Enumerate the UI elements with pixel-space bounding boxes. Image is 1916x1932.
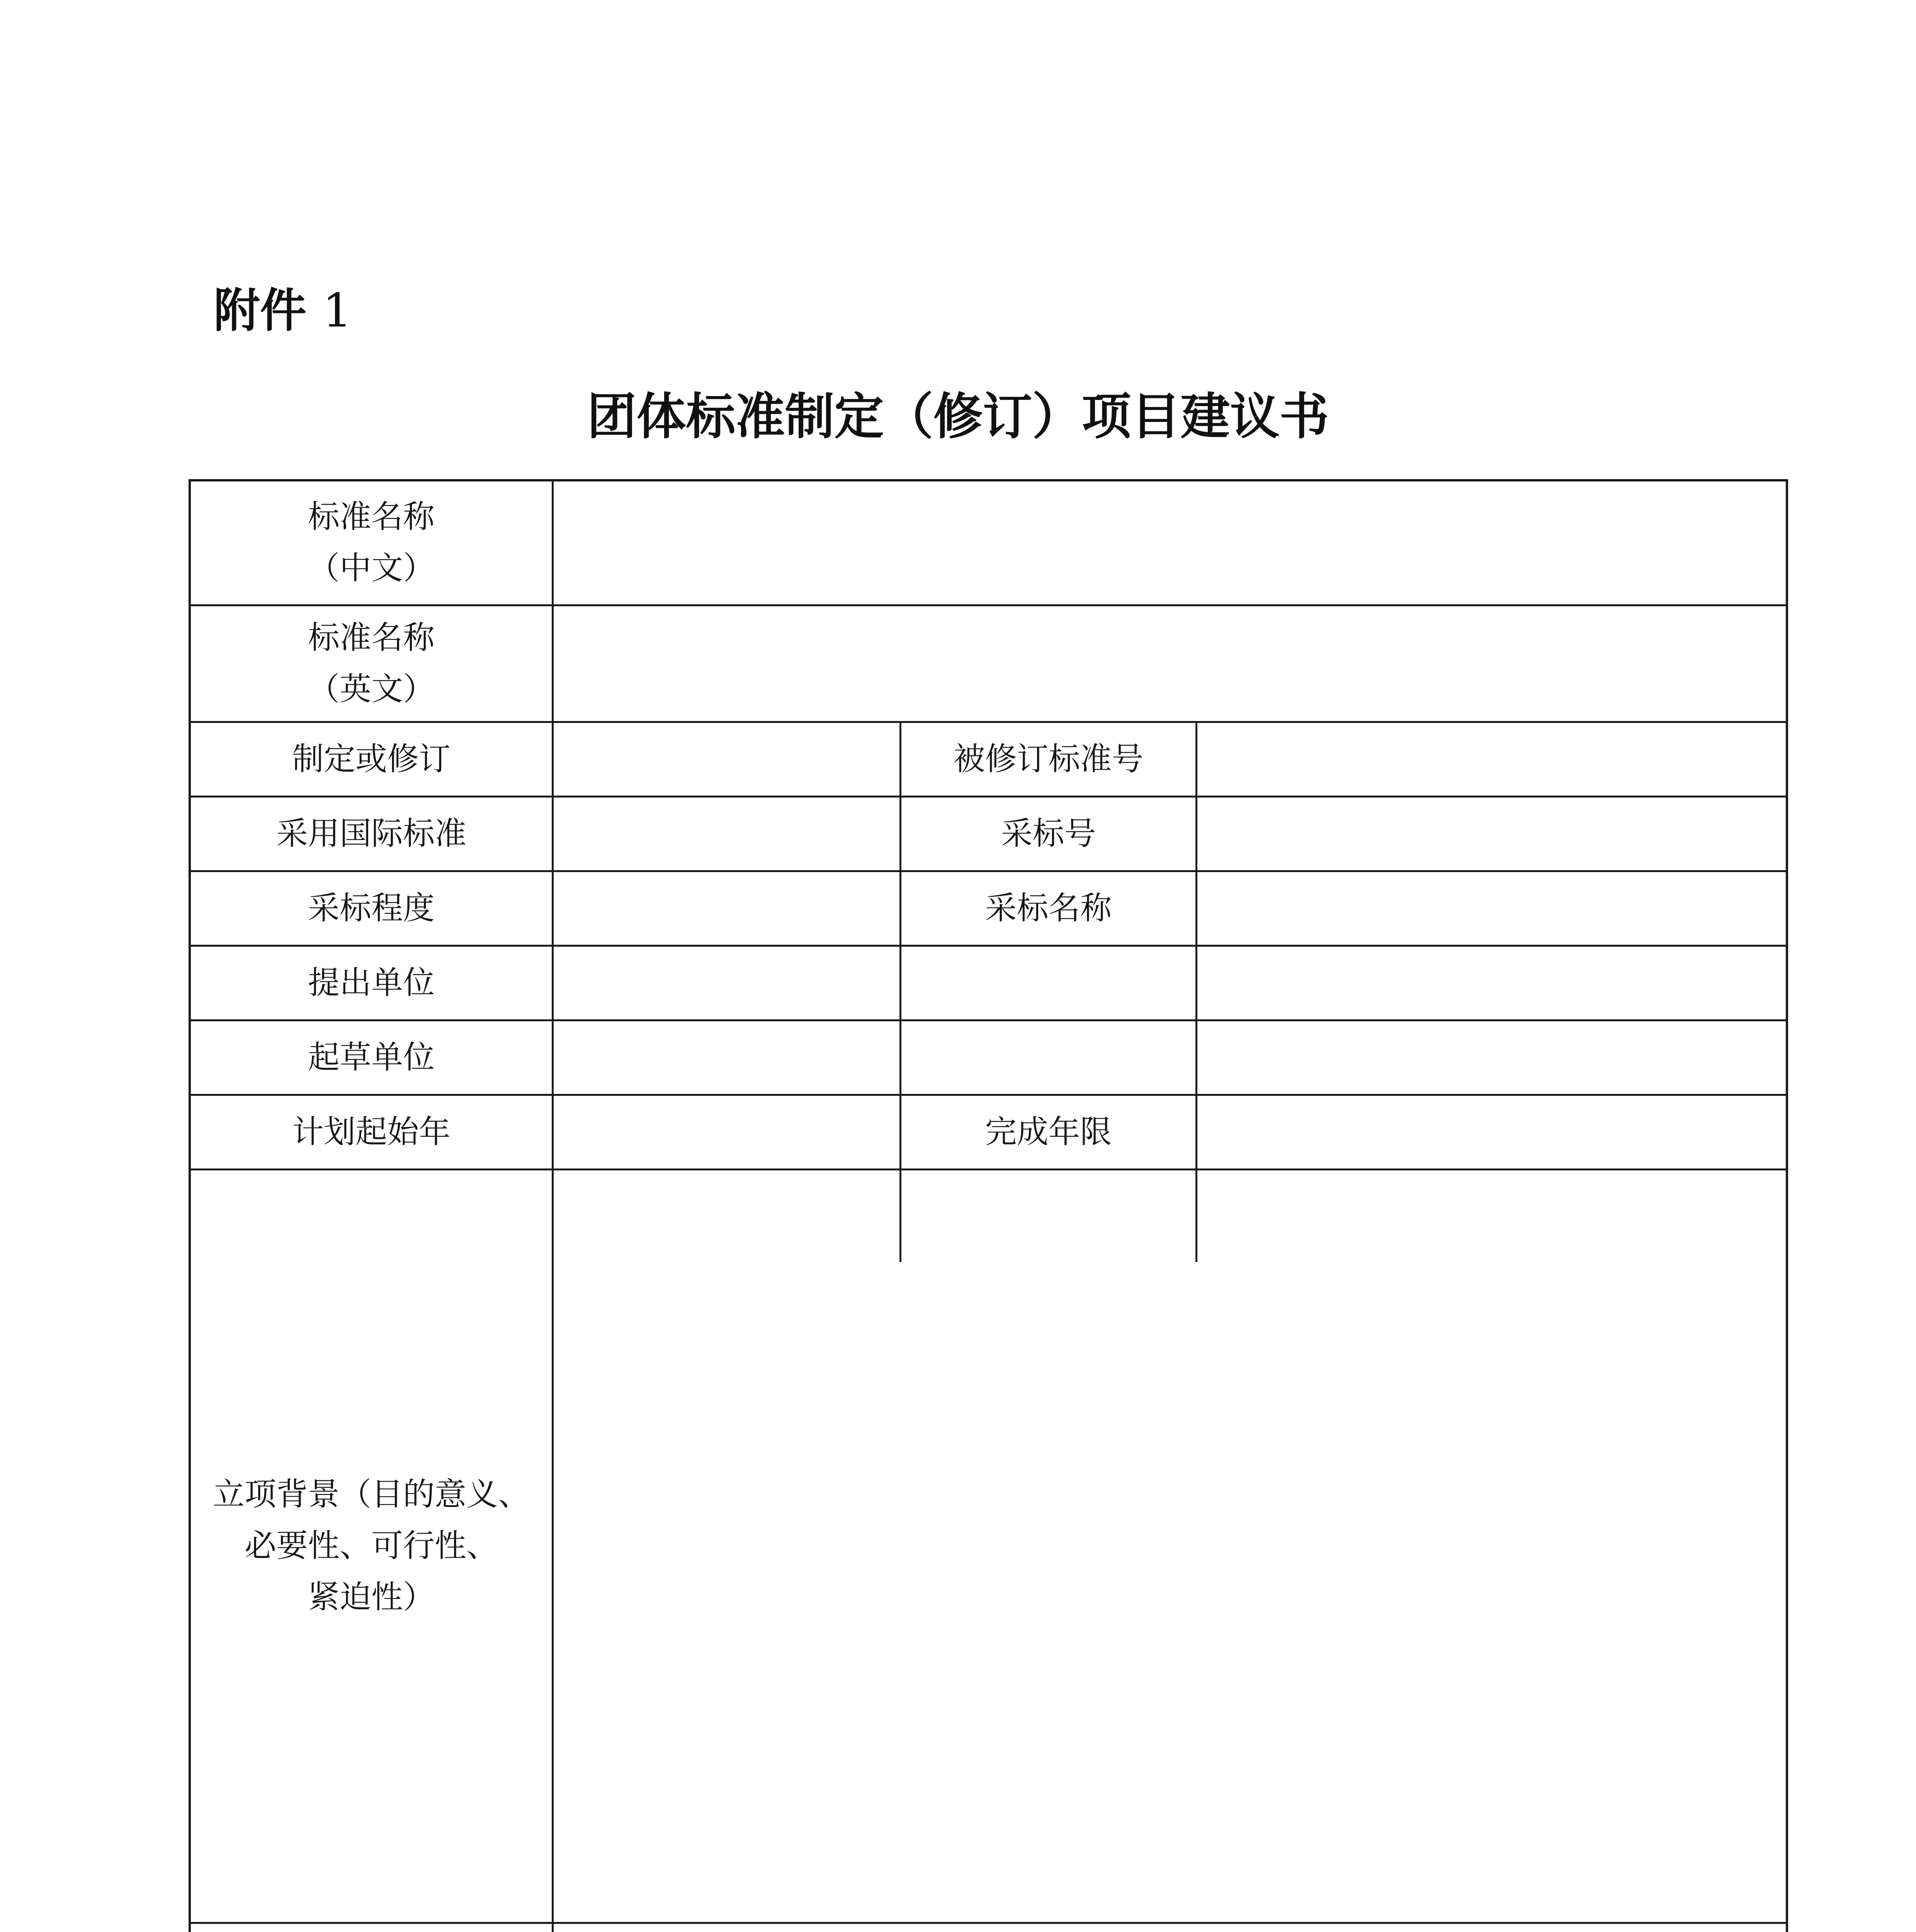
scope-label xyxy=(191,1924,552,1932)
background-label xyxy=(191,1170,552,1922)
drafter-label: 起草单位 xyxy=(308,1039,435,1076)
background-field[interactable] xyxy=(554,1170,1787,1922)
background-label-line1: 立项背景（目的意义、 xyxy=(213,1476,530,1513)
adopt-degree-field[interactable] xyxy=(554,872,899,945)
attachment-text: 附件 xyxy=(214,284,306,338)
make-or-revise-label: 制定或修订 xyxy=(292,740,451,777)
attachment-number: 1 xyxy=(322,284,352,338)
deadline-field[interactable] xyxy=(1197,1096,1787,1168)
proposal-form-table xyxy=(189,479,1788,1932)
proposer-field[interactable] xyxy=(554,947,1787,1019)
std-name-en-label-line1: 标准名称 xyxy=(308,619,435,656)
adopt-intl-label: 采用国际标准 xyxy=(276,815,466,852)
adopt-no-field[interactable] xyxy=(1197,798,1787,870)
adopt-name-label: 采标名称 xyxy=(985,889,1112,927)
std-name-cn-label-line2: （中文） xyxy=(308,550,435,587)
revised-std-no-label: 被修订标准号 xyxy=(953,740,1144,777)
deadline-label: 完成年限 xyxy=(985,1113,1112,1150)
background-label-line3: 紧迫性） xyxy=(308,1578,435,1616)
adopt-intl-field[interactable] xyxy=(554,798,899,870)
plan-start-year-label: 计划起始年 xyxy=(292,1113,451,1150)
attachment-label xyxy=(214,284,352,338)
proposer-label: 提出单位 xyxy=(308,964,435,1001)
revised-std-no-field[interactable] xyxy=(1197,723,1787,796)
std-name-en-label xyxy=(191,606,552,721)
std-name-en-label-line2: （英文） xyxy=(308,670,435,707)
background-label-line2: 必要性、可行性、 xyxy=(244,1527,498,1565)
make-or-revise-field[interactable] xyxy=(554,723,899,796)
adopt-degree-label: 采标程度 xyxy=(308,889,435,927)
std-name-cn-label-line1: 标准名称 xyxy=(308,498,435,536)
std-name-cn-label xyxy=(191,481,552,604)
adopt-name-field[interactable] xyxy=(1197,872,1787,945)
adopt-no-label: 采标号 xyxy=(1001,815,1096,852)
std-name-cn-field[interactable] xyxy=(554,481,1787,604)
document-title: 团体标准制定（修订）项目建议书 xyxy=(587,388,1329,446)
scope-field[interactable] xyxy=(554,1924,1787,1932)
plan-start-year-field[interactable] xyxy=(554,1096,899,1168)
std-name-en-field[interactable] xyxy=(554,606,1787,721)
drafter-field[interactable] xyxy=(554,1021,1787,1094)
